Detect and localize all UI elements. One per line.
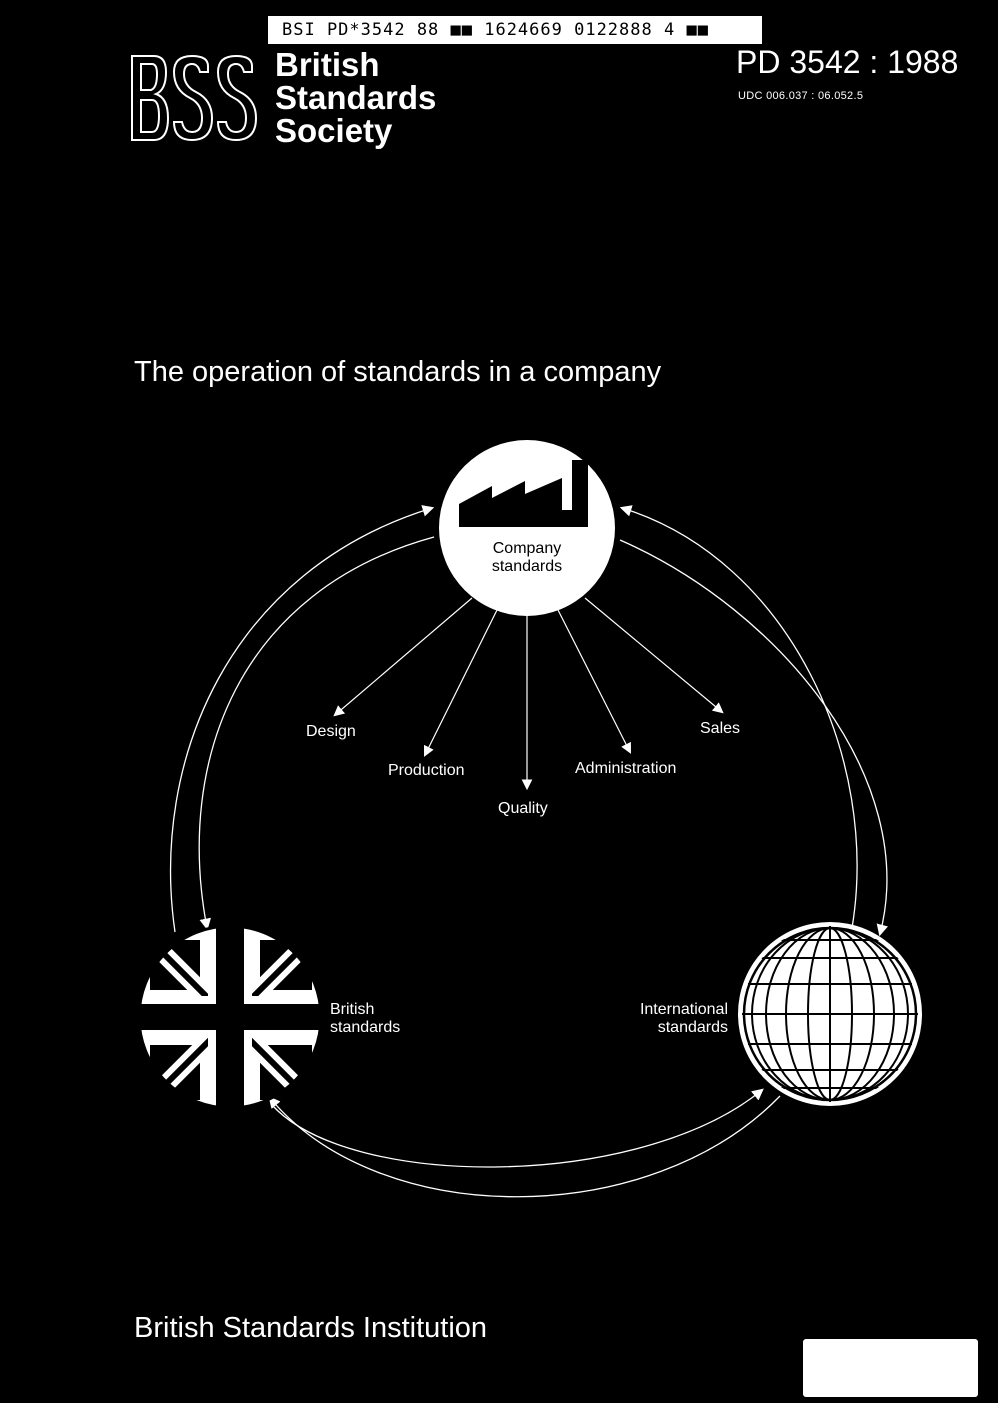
international-label-line-2: standards	[657, 1019, 728, 1036]
cycle-arrow-bottom	[270, 1090, 780, 1197]
cycle-arrow-left	[171, 508, 434, 932]
arrow-to-sales	[585, 598, 722, 712]
society-line-3: Society	[275, 112, 393, 149]
udc-code: UDC 006.037 : 06.052.5	[738, 90, 864, 102]
arrow-to-design	[335, 598, 472, 715]
document-stamp: BSI PD*3542 88 ■■ 1624669 0122888 4 ■■	[268, 16, 762, 44]
union-flag-icon	[130, 920, 330, 1120]
publisher-name: British Standards Institution	[134, 1312, 488, 1344]
dept-label-administration: Administration	[575, 760, 677, 777]
company-label-line-1: Company	[492, 540, 562, 557]
british-standards-label	[330, 1001, 400, 1037]
cycle-arrow-right	[620, 508, 887, 934]
international-label-line-1: International	[639, 1001, 728, 1018]
arrow-to-administration	[558, 610, 630, 752]
british-label-line-1: British	[330, 1001, 375, 1018]
company-standards-label	[467, 540, 587, 576]
society-line-2: Standards	[275, 79, 437, 116]
dept-label-design: Design	[306, 723, 356, 740]
dept-label-sales: Sales	[700, 720, 741, 737]
international-standards-label	[608, 1001, 728, 1037]
page-title: The operation of standards in a company	[134, 356, 662, 388]
company-standards-circle	[439, 440, 615, 616]
arrow-to-production	[425, 610, 497, 755]
dept-label-quality: Quality	[498, 800, 548, 817]
company-label-line-2: standards	[491, 558, 563, 575]
globe-icon	[738, 922, 922, 1106]
dept-label-production: Production	[388, 762, 465, 779]
label-patch	[803, 1339, 978, 1397]
society-line-1: British	[275, 46, 380, 83]
british-label-line-2: standards	[330, 1019, 401, 1036]
document-number: PD 3542 : 1988	[736, 44, 959, 80]
